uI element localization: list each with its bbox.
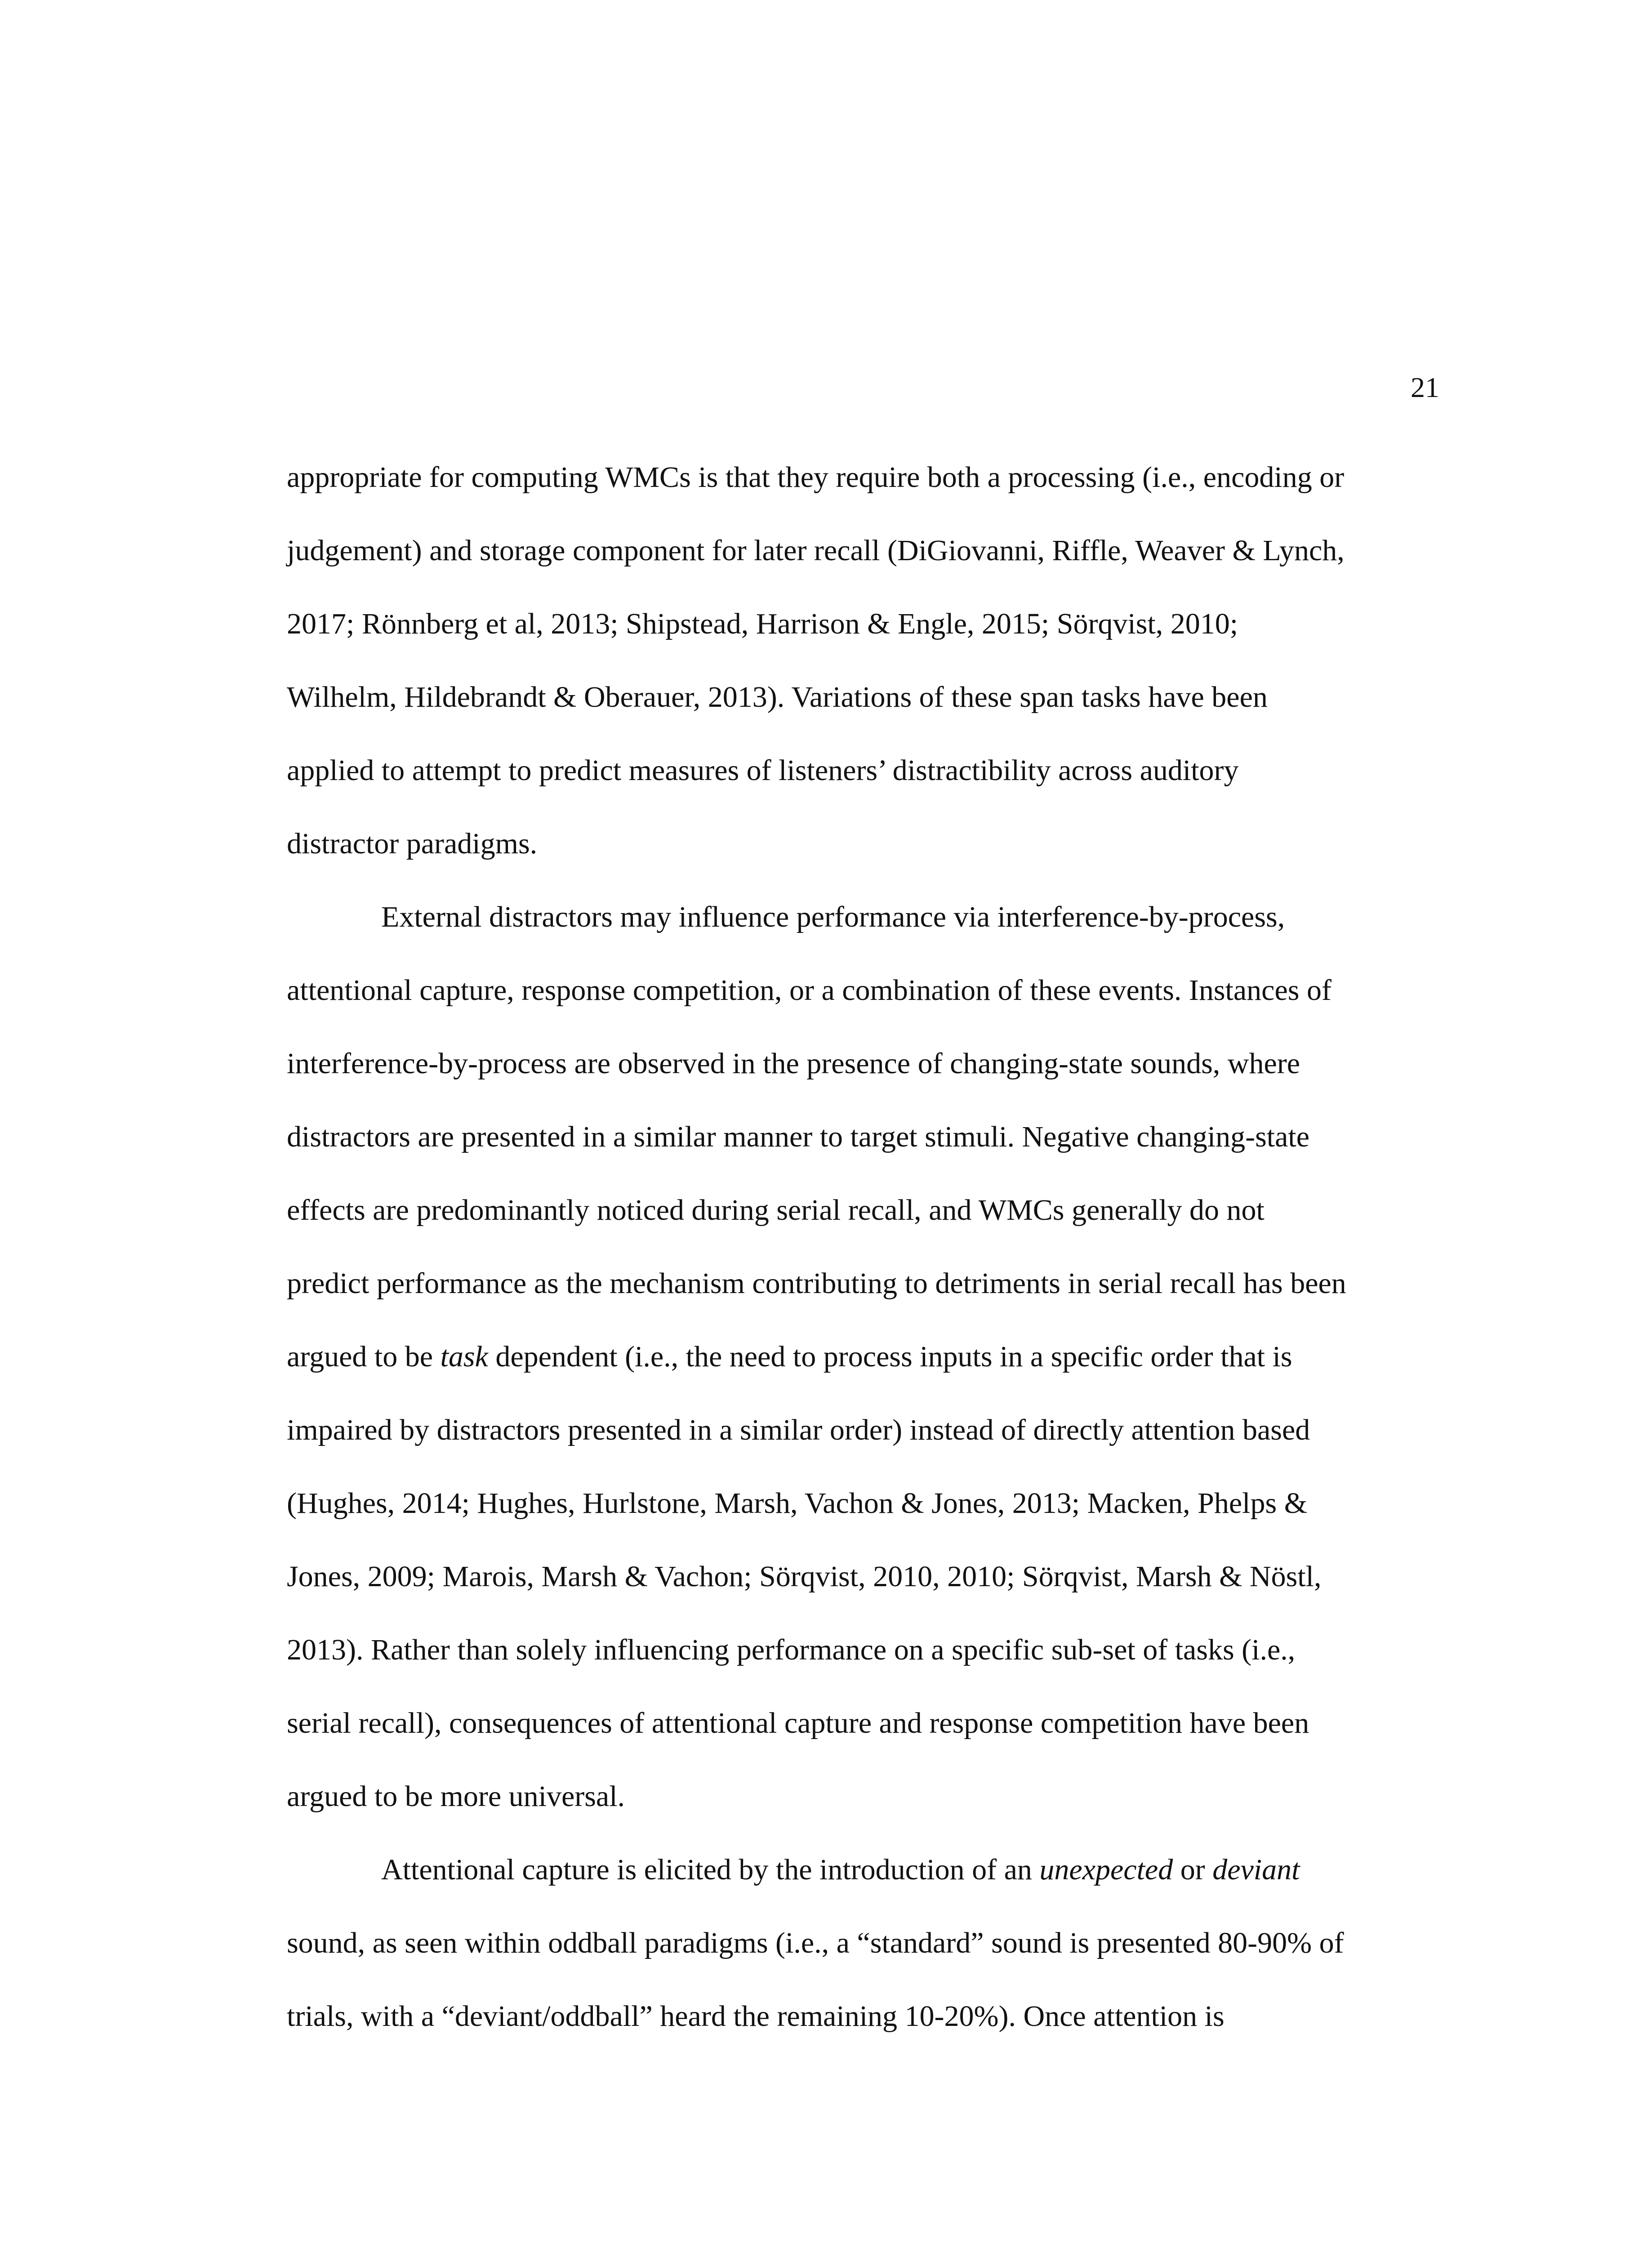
text-line: trials, with a “deviant/oddball” heard the remaining 10-20%). Once attention is: [287, 2000, 1225, 2033]
text-line: (Hughes, 2014; Hughes, Hurlstone, Marsh, Vachon & Jones, 2013; Macken, Phelps &: [287, 1487, 1308, 1520]
text-line: appropriate for computing WMCs is that they require both a processing (i.e., encoding or: [287, 461, 1345, 494]
paragraph-start-line: Attentional capture is elicited by the introduction of an unexpected or deviant: [381, 1853, 1300, 1886]
text-line: impaired by distractors presented in a similar order) instead of directly attention based: [287, 1414, 1310, 1446]
text-line: effects are predominantly noticed during serial recall, and WMCs generally do not: [287, 1194, 1265, 1227]
italic-term: unexpected: [1039, 1853, 1173, 1886]
text-line: interference-by-process are observed in the presence of changing-state sounds, where: [287, 1047, 1300, 1080]
text-line: argued to be more universal.: [287, 1780, 625, 1813]
text-line: applied to attempt to predict measures of listeners’ distractibility across auditory: [287, 754, 1239, 787]
text-line: 2017; Rönnberg et al, 2013; Shipstead, Harrison & Engle, 2015; Sörqvist, 2010;: [287, 607, 1238, 640]
text-line: serial recall), consequences of attentional capture and response competition have been: [287, 1707, 1309, 1740]
text-line: argued to be task dependent (i.e., the need to process inputs in a specific order that is: [287, 1340, 1292, 1373]
text-line: distractor paradigms.: [287, 827, 538, 860]
paragraph-start-line: External distractors may influence performance via interference-by-process,: [381, 901, 1285, 933]
italic-term: task: [440, 1340, 488, 1373]
text-line: predict performance as the mechanism contributing to detriments in serial recall has been: [287, 1267, 1346, 1300]
text-line: 2013). Rather than solely influencing performance on a specific sub-set of tasks (i.e.,: [287, 1633, 1296, 1666]
text-line: distractors are presented in a similar manner to target stimuli. Negative changing-state: [287, 1120, 1310, 1153]
text-line: Jones, 2009; Marois, Marsh & Vachon; Sörqvist, 2010, 2010; Sörqvist, Marsh & Nöstl,: [287, 1560, 1322, 1593]
text-line: judgement) and storage component for later recall (DiGiovanni, Riffle, Weaver & Lynch,: [287, 534, 1345, 567]
text-line: sound, as seen within oddball paradigms (i.e., a “standard” sound is presented 80-90% of: [287, 1927, 1344, 1959]
text-line: attentional capture, response competition, or a combination of these events. Instances of: [287, 974, 1331, 1007]
body-text: [287, 441, 1429, 2053]
text-line: Wilhelm, Hildebrandt & Oberauer, 2013). Variations of these span tasks have been: [287, 681, 1268, 714]
italic-term: deviant: [1212, 1853, 1300, 1886]
page-number: 21: [1411, 371, 1439, 403]
